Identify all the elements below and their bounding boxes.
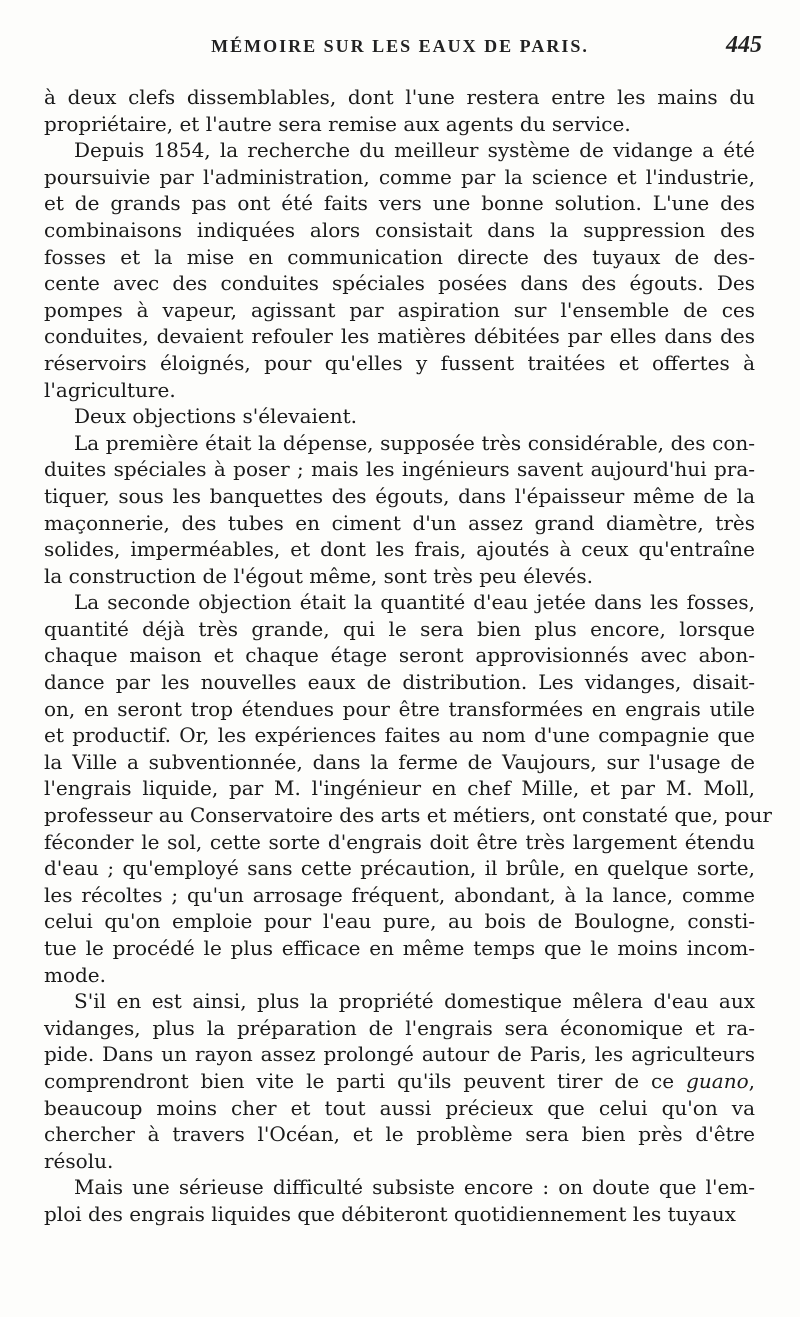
text-line: dance par les nouvelles eaux de distribution. Les vidanges, disait- <box>44 670 755 695</box>
text-line: cente avec des conduites spéciales posées dans des égouts. Des <box>44 271 755 296</box>
text-line: l'agriculture. <box>44 377 176 402</box>
text-line: maçonnerie, des tubes en ciment d'un assez grand diamètre, très <box>44 510 755 535</box>
text-line: Deux objections s'élevaient. <box>74 404 358 429</box>
text-line: vidanges, plus la préparation de l'engrais sera économique et ra- <box>44 1015 755 1040</box>
text-line: ploi des engrais liquides que débiteront quotidiennement les tuyaux <box>44 1201 736 1226</box>
paragraph <box>44 589 772 988</box>
text-line: la Ville a subventionnée, dans la ferme de Vaujours, sur l'usage de <box>44 749 755 774</box>
paragraph <box>44 137 755 403</box>
paragraph <box>44 403 755 430</box>
text-line: mode. <box>44 962 107 987</box>
text-line: et de grands pas ont été faits vers une bonne solution. L'une des <box>44 191 755 216</box>
text-line: tue le procédé le plus efficace en même temps que le moins incom- <box>44 936 755 960</box>
text-line: poursuivie par l'administration, comme par la science et l'industrie, <box>44 164 755 189</box>
body-text <box>44 84 772 1228</box>
page-number: 445 <box>726 32 762 58</box>
text-line: conduites, devaient refouler les matières débitées par elles dans des <box>44 324 755 349</box>
text-line: duites spéciales à poser ; mais les ingénieurs savent aujourd'hui pra- <box>44 457 755 482</box>
text-line: et productif. Or, les expériences faites au nom d'une compagnie que <box>44 723 755 748</box>
text-line: fosses et la mise en communication directe des tuyaux de des- <box>44 244 755 269</box>
text-line: Mais une sérieuse difficulté subsiste encore : on doute que l'em- <box>74 1175 755 1200</box>
text-line: pide. Dans un rayon assez prolongé autour de Paris, les agriculteurs <box>44 1042 755 1067</box>
text-line: chercher à travers l'Océan, et le problème sera bien près d'être <box>44 1122 755 1147</box>
text-line: à deux clefs dissemblables, dont l'une restera entre les mains du <box>44 85 755 109</box>
text-line: on, en seront trop étendues pour être transformées en engrais utile <box>44 696 755 721</box>
running-title: MÉMOIRE SUR LES EAUX DE PARIS. <box>211 36 589 56</box>
text-line: pompes à vapeur, agissant par aspiration sur l'ensemble de ces <box>44 297 755 322</box>
text-line: professeur au Conservatoire des arts et métiers, ont constaté que, pour <box>44 803 772 828</box>
paragraph <box>44 84 755 137</box>
text-line: La première était la dépense, supposée très considérable, des con- <box>74 430 755 455</box>
text-line: tiquer, sous les banquettes des égouts, dans l'épaisseur même de la <box>44 483 755 508</box>
text-line: La seconde objection était la quantité d'eau jetée dans les fosses, <box>74 590 755 615</box>
paragraph <box>44 430 755 590</box>
text-line: quantité déjà très grande, qui le sera bien plus encore, lorsque <box>44 616 755 641</box>
text-line: solides, imperméables, et dont les frais, ajoutés à ceux qu'entraîne <box>44 537 755 562</box>
text-line: les récoltes ; qu'un arrosage fréquent, abondant, à la lance, comme <box>44 882 755 907</box>
text-line: chaque maison et chaque étage seront approvisionnés avec abon- <box>44 643 755 668</box>
text-line: comprendront bien vite le parti qu'ils peuvent tirer de ce guano, <box>44 1068 755 1093</box>
text-line: S'il en est ainsi, plus la propriété domestique mêlera d'eau aux <box>74 989 755 1014</box>
text-line: combinaisons indiquées alors consistait dans la suppression des <box>44 217 755 242</box>
text-line: celui qu'on emploie pour l'eau pure, au bois de Boulogne, consti- <box>44 909 755 934</box>
paragraph <box>44 988 755 1174</box>
text-line: propriétaire, et l'autre sera remise aux agents du service. <box>44 111 631 136</box>
text-line: beaucoup moins cher et tout aussi précieux que celui qu'on va <box>44 1095 755 1120</box>
text-line: réservoirs éloignés, pour qu'elles y fussent traitées et offertes à <box>44 350 755 375</box>
page-header <box>40 32 762 64</box>
text-line: résolu. <box>44 1148 114 1173</box>
text-line: Depuis 1854, la recherche du meilleur système de vidange a été <box>74 138 755 163</box>
text-line: la construction de l'égout même, sont très peu élevés. <box>44 563 593 588</box>
text-line: l'engrais liquide, par M. l'ingénieur en chef Mille, et par M. Moll, <box>44 776 755 801</box>
paragraph <box>44 1174 755 1227</box>
text-line: d'eau ; qu'employé sans cette précaution, il brûle, en quelque sorte, <box>44 856 755 881</box>
text-line: féconder le sol, cette sorte d'engrais doit être très largement étendu <box>44 829 755 854</box>
